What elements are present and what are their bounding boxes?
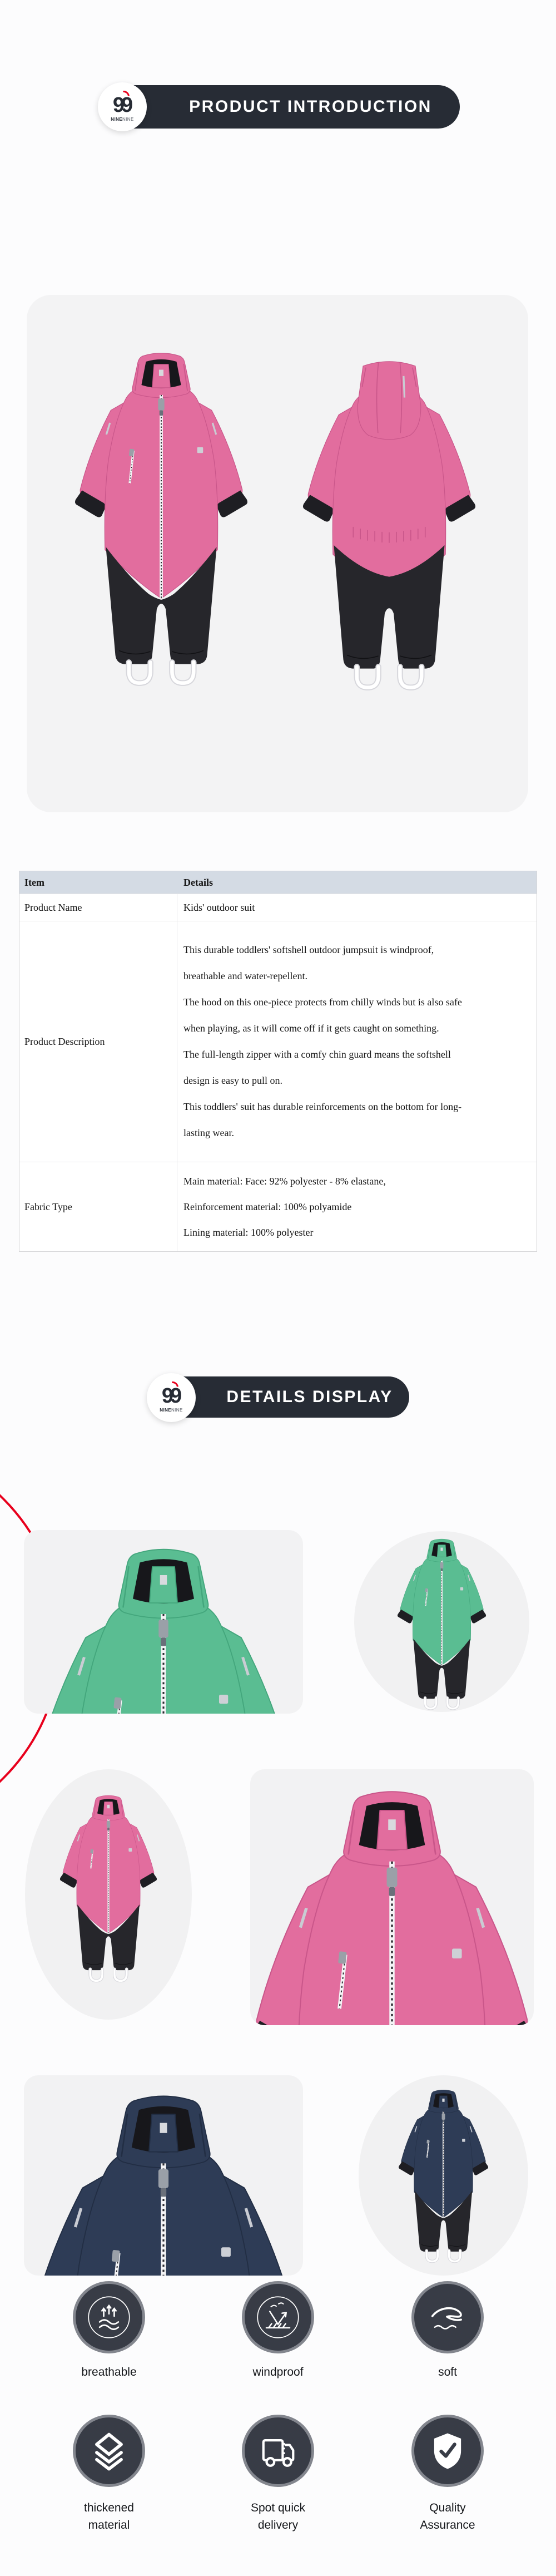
- detail-image-pink-suit: [25, 1769, 192, 2020]
- spot-quick-delivery-icon: [242, 2415, 314, 2487]
- feature-label-quality-assurance: Quality Assurance: [420, 2501, 475, 2531]
- brand-logo: [147, 1373, 196, 1422]
- spec-table-header-details: Details: [183, 876, 213, 888]
- thickened-material-icon: [73, 2415, 145, 2487]
- spec-item-label: Product Description: [19, 921, 177, 1162]
- feature-label-breathable: breathable: [81, 2366, 137, 2378]
- brand-logo-name: NINENINE: [160, 1407, 183, 1413]
- spec-details-value: Main material: Face: 92% polyester - 8% elastane, Reinforcement material: 100% polyamide Lining material: 100% polyester: [183, 1176, 386, 1238]
- feature-label-thickened-material: thickened material: [84, 2501, 134, 2531]
- detail-image-navy-suit: [359, 2075, 528, 2276]
- table-row: [19, 921, 537, 1162]
- hero-photo-panel: [27, 295, 528, 812]
- product-photo-front-pink-suit: [62, 315, 260, 729]
- product-photo-back-pink-suit: [290, 324, 488, 729]
- spec-table-header-row: [19, 871, 537, 894]
- spec-table-header-item: Item: [24, 876, 44, 888]
- brand-logo-name: NINENINE: [111, 116, 134, 122]
- soft-icon: [411, 2281, 484, 2353]
- spec-details-value: Kids' outdoor suit: [183, 901, 255, 913]
- feature-label-windproof: windproof: [252, 2366, 304, 2378]
- table-row: [19, 1162, 537, 1251]
- feature-label-soft: soft: [438, 2366, 457, 2378]
- table-row: [19, 894, 537, 921]
- brand-logo-number: 99: [161, 1384, 179, 1408]
- feature-label-spot-quick-delivery: Spot quick delivery: [250, 2501, 306, 2531]
- windproof-icon: [242, 2281, 314, 2353]
- spec-details-value: This durable toddlers' softshell outdoor jumpsuit is windproof, breathable and water-repellent. The hood on this one-piece protects from chilly winds but is also safe when playing, as it will come off if it gets caught on something. The full-length zipper with a comfy chin guard means the softshell design is easy to pull on. This toddlers' suit has durable reinforcements on the bottom for long- lasting wear.: [183, 944, 462, 1138]
- details-banner-title: DETAILS DISPLAY: [226, 1388, 393, 1406]
- quality-assurance-icon: [411, 2415, 484, 2487]
- details-banner: [171, 1376, 409, 1418]
- spec-item-label: Product Name: [19, 894, 177, 921]
- detail-image-green-jacket: [24, 1530, 303, 1714]
- spec-table: [19, 871, 537, 1252]
- detail-image-pink-jacket: [250, 1769, 534, 2025]
- spec-item-label: Fabric Type: [19, 1162, 177, 1251]
- brand-logo-number: 99: [112, 93, 130, 117]
- detail-image-navy-jacket: [24, 2075, 303, 2276]
- brand-logo: [98, 82, 147, 131]
- breathable-icon: [73, 2281, 145, 2353]
- intro-banner: [122, 85, 460, 129]
- intro-banner-title: PRODUCT INTRODUCTION: [189, 97, 432, 116]
- detail-image-green-suit: [354, 1531, 529, 1712]
